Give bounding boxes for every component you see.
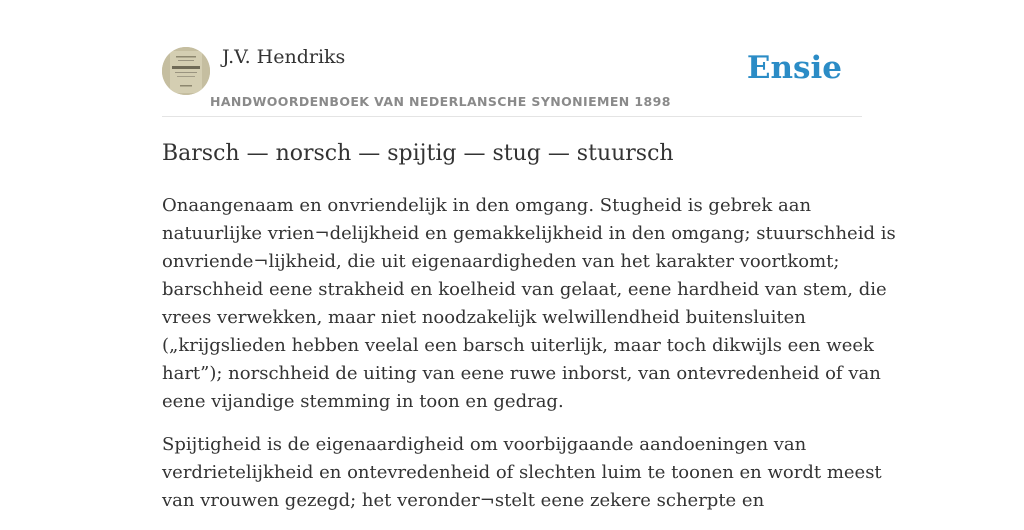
- article-paragraph: [162, 192, 896, 416]
- article-paragraph: [162, 431, 882, 515]
- text-line: natuurlijke vrien¬delijkheid en gemakkelijkheid in den omgang; stuurschheid is: [162, 223, 896, 244]
- text-line: vrees verwekken, maar niet noodzakelijk welwillendheid buitensluiten: [162, 307, 806, 328]
- text-line: van vrouwen gezegd; het veronder¬stelt eene zekere scherpte en: [162, 490, 765, 511]
- text-line: eene vijandige stemming in toon en gedrag.: [162, 391, 564, 412]
- source-title[interactable]: HANDWOORDENBOEK VAN NEDERLANSCHE SYNONIEMEN 1898: [210, 94, 671, 109]
- text-line: Onaangenaam en onvriendelijk in den omgang. Stugheid is gebrek aan: [162, 195, 812, 216]
- site-header: [162, 44, 862, 117]
- text-line: onvriende¬lijkheid, die uit eigenaardigheden van het karakter voortkomt;: [162, 251, 840, 272]
- page-title: Barsch — norsch — spijtig — stug — stuursch: [162, 141, 674, 166]
- text-line: verdrietelijkheid en ontevredenheid of slechten luim te toonen en wordt meest: [162, 462, 882, 483]
- text-line: barschheid eene strakheid en koelheid van gelaat, eene hardheid van stem, die: [162, 279, 887, 300]
- text-line: Spijtigheid is de eigenaardigheid om voorbijgaande aandoeningen van: [162, 434, 807, 455]
- text-line: hart”); norschheid de uiting van eene ruwe inborst, van ontevredenheid of van: [162, 363, 881, 384]
- brand-logo[interactable]: Ensie: [746, 50, 842, 86]
- text-line: („krijgslieden hebben veelal een barsch uiterlijk, maar toch dikwijls een week: [162, 335, 874, 356]
- author-avatar[interactable]: [162, 47, 210, 95]
- author-name[interactable]: J.V. Hendriks: [222, 46, 346, 68]
- article-body: [162, 192, 896, 530]
- book-cover-thumbnail-icon: [162, 47, 210, 95]
